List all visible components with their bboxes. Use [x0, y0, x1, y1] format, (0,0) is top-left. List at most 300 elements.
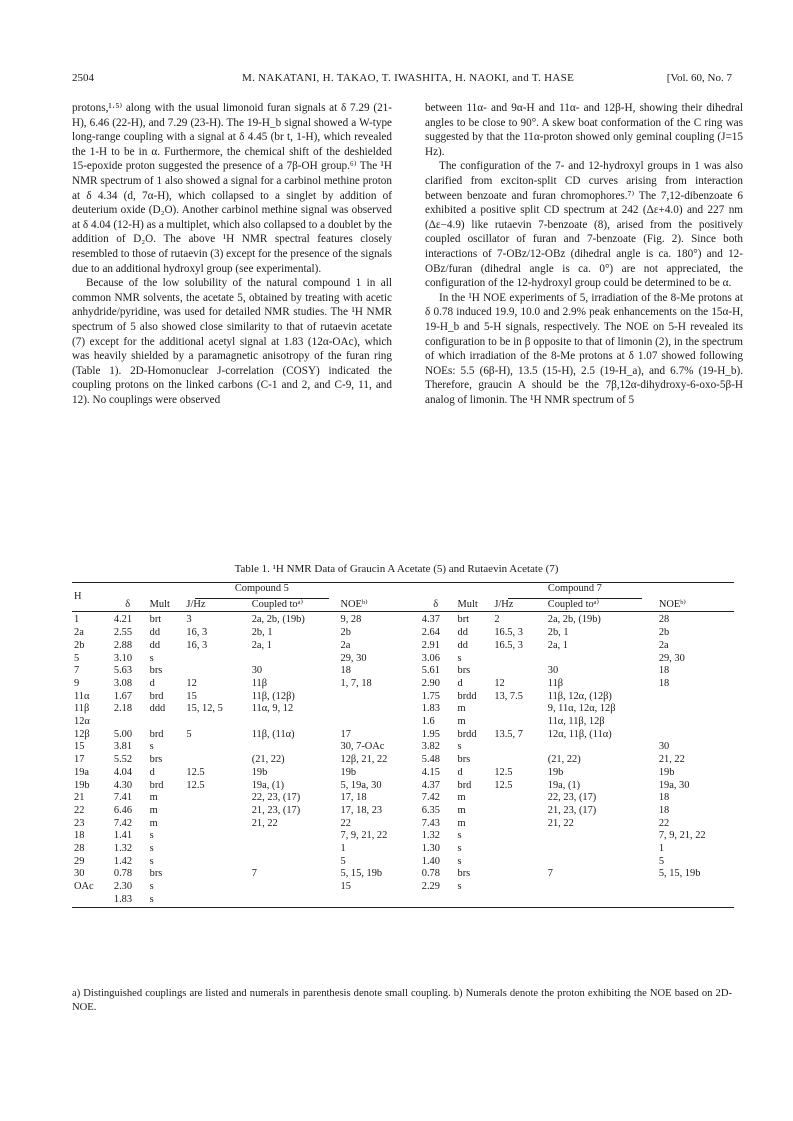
table-cell: 1 [658, 843, 665, 855]
table-cell: 18 [74, 830, 85, 842]
table-cell: 1.67 [113, 690, 133, 702]
table-cell: 4.30 [113, 779, 133, 791]
table-cell: s [457, 652, 462, 664]
table-cell: 11α [74, 690, 90, 702]
table-cell: 11β [547, 677, 564, 689]
table-cell [492, 843, 541, 856]
table-cell: dd [149, 639, 161, 651]
table-cell [542, 830, 657, 843]
table-cell: 30, 7-OAc [340, 741, 385, 753]
table-cell: brd [149, 779, 164, 791]
table-cell [492, 792, 541, 805]
table-cell: 22 [658, 817, 670, 829]
table-cell: 2.64 [421, 627, 440, 639]
table-cell: 19a, 30 [658, 779, 690, 791]
table-row [72, 754, 734, 767]
table-cell: 16, 3 [186, 627, 208, 639]
table-cell [542, 741, 657, 754]
table-cell [657, 894, 734, 907]
table-cell: 16.5, 3 [494, 627, 523, 639]
table-row [72, 678, 734, 691]
table-cell: 2.30 [113, 881, 133, 893]
table-cell: 2a, 2b, (19b) [547, 614, 601, 626]
table-row [72, 843, 734, 856]
column-header: δ [416, 599, 456, 612]
table-cell: m [457, 804, 466, 816]
table-cell: 13.5, 7 [494, 728, 523, 740]
table-cell: 21, 22 [547, 817, 574, 829]
table-cell: s [149, 855, 154, 867]
table-cell: (21, 22) [547, 754, 581, 766]
table-cell [246, 894, 339, 907]
table-cell: dd [457, 627, 468, 639]
table-cell: 2.18 [113, 703, 133, 715]
table-cell: 3.81 [113, 741, 133, 753]
table-cell [184, 665, 245, 678]
nmr-data-table [72, 582, 734, 908]
table-cell: 22, 23, (17) [251, 792, 301, 804]
table-cell [339, 894, 416, 907]
table-cell: brt [149, 614, 162, 626]
column-header: Coupled toᵃ⁾ [246, 599, 339, 612]
table-cell [542, 881, 657, 894]
table-cell: s [457, 741, 462, 753]
table-cell: 3.06 [421, 652, 440, 664]
table-cell [492, 716, 541, 729]
table-cell [492, 665, 541, 678]
table-cell: 29 [74, 855, 85, 867]
table-cell: s [457, 881, 462, 893]
table-cell: 30 [547, 665, 559, 677]
table-row [72, 780, 734, 793]
table-cell: 16, 3 [186, 639, 208, 651]
table-cell: 1.75 [421, 690, 440, 702]
table-footnote: a) Distinguished couplings are listed and numerals in parenthesis denote small coupling. b) Numerals denote the proton exhibiting the NOE based on 2D-NOE. [72, 988, 732, 1013]
table-cell: m [149, 817, 158, 829]
table-cell: m [457, 817, 466, 829]
column-header: NOEᵇ⁾ [657, 599, 734, 612]
table-cell: 3.82 [421, 741, 440, 753]
table-cell: 21 [74, 792, 85, 804]
table-cell: d [457, 766, 463, 778]
table-cell [148, 716, 185, 729]
table-cell: brs [457, 868, 471, 880]
paragraph: between 11α- and 9α-H and 11α- and 12β-H, showing their dihedral angles to be close to 90°. A skew boat conformation of the C ring was suggested by that the 11α-proton showed only geminal coupling (J=15 Hz). [425, 102, 743, 158]
table-cell: 19b [74, 779, 90, 791]
table-cell: 18 [658, 792, 670, 804]
table-cell [492, 754, 541, 767]
row-header-label: H [72, 583, 108, 612]
table-cell: 21, 22 [658, 754, 685, 766]
table-cell: brd [149, 728, 164, 740]
table-cell: 1.83 [108, 894, 148, 907]
table-cell [246, 653, 339, 666]
table-cell: 2a, 1 [251, 639, 272, 651]
table-cell: 12β, 21, 22 [340, 754, 388, 766]
table-cell [184, 843, 245, 856]
column-header: Coupled toᵃ⁾ [542, 599, 657, 612]
paragraph: Because of the low solubility of the natural compound 1 in all common NMR solvents, the acetate 5, obtained by treating with acetic anhydride/pyridine, was used for detailed NMR studies. The ¹H NMR spectrum of 5 also showed close similarity to that of rutaevin acetate (7) except for the additional acetyl signal at 1.83 (12α-OAc), which was heavily shielded by a paramagnetic anisotropy of the furan ring (Table 1). 2D-Homonuclear J-correlation (COSY) indicated the coupling protons on the linked carbons (C-1 and 2, and C-9, 11, and 12). No couplings were observed [72, 277, 392, 406]
journal-volume: [Vol. 60, No. 7 [666, 72, 732, 84]
table-cell: 30 [251, 665, 263, 677]
table-cell [184, 754, 245, 767]
table-cell: 6.46 [113, 804, 133, 816]
table-cell: 11β [251, 677, 268, 689]
table-body [72, 612, 734, 907]
table-cell: 2.55 [113, 627, 133, 639]
table-row [72, 691, 734, 704]
table-cell: brs [149, 754, 163, 766]
paragraph: In the ¹H NOE experiments of 5, irradiation of the 8-Me protons at δ 0.78 induced 19.9, 10.0 and 2.9% peak enhancements on the 15α-H, 19-H_b and 5-H signals, respectively. The NOE on 5-H revealed its configuration to be in β opposite to that of limonin (2), in the spectrum of which irradiation of the 8-Me protons at δ 1.07 showed following NOEs: 5.5 (6β-H), 13.5 (15-H), 2.5 (19-H_a), and 6.7% (19-H_b). Therefore, graucin A should be the 7β,12α-dihydroxy-6-oxo-5β-H analog of limonin. The ¹H NMR spectrum of 5 [425, 291, 743, 406]
table-cell: brd [149, 690, 164, 702]
table-cell: 11β, (11α) [251, 728, 295, 740]
table-cell [492, 805, 541, 818]
table-cell: 17 [340, 728, 351, 740]
table-cell: 16.5, 3 [494, 639, 523, 651]
table-cell [108, 716, 148, 729]
table-cell [657, 881, 734, 894]
table-cell [184, 894, 245, 907]
table-cell: 13, 7.5 [494, 690, 523, 702]
table-cell: 5, 15, 19b [340, 868, 383, 880]
table-cell: s [149, 881, 154, 893]
column-header: J/Hz [492, 599, 541, 612]
table-cell [492, 703, 541, 716]
table-cell [184, 830, 245, 843]
table-cell [492, 830, 541, 843]
table-cell [339, 691, 416, 704]
table-cell: 21, 23, (17) [547, 804, 597, 816]
table-cell: 21, 23, (17) [251, 804, 301, 816]
table-cell: 17, 18 [340, 792, 367, 804]
table-cell [492, 856, 541, 869]
table-cell: OAc [74, 881, 94, 893]
table-cell: 5.63 [113, 665, 133, 677]
table-cell [184, 792, 245, 805]
table-cell: 19b [658, 766, 675, 778]
table-cell: 5.48 [421, 754, 440, 766]
table-cell [184, 818, 245, 831]
table-cell: 1, 7, 18 [340, 677, 372, 689]
paragraph: protons,¹·⁵⁾ along with the usual limonoid furan signals at δ 7.29 (21-H), 6.46 (22-H), and 7.29 (23-H). The 19-H_b signal showed a W-type long-range coupling with a signal at δ 4.45 (br t, 1-H), which revealed the 1-H to be in α. Furthermore, the chemical shift of the deshielded 15-epoxide proton suggested the presence of a 7β-OH group.⁶⁾ The ¹H NMR spectrum of 1 also showed a signal for a carbinol methine proton at δ 4.34 (d, 7α-H), which collapsed to a singlet by addition of deuterium oxide (D₂O). Another carbinol methine signal was observed at δ 4.04 (12-H) as a multiplet, which also collapsed to a doublet by the addition of D₂O. The above ¹H NMR spectral features closely resembled to those of rutaevin (3) except for the presence of the signals due to an additional hydroxyl group (see experimental). [72, 102, 392, 275]
table-cell: 12α [74, 716, 90, 728]
table-row [72, 830, 734, 843]
table-cell: 12α, 11β, (11α) [547, 728, 612, 740]
table-cell: 11α, 11β, 12β [547, 716, 605, 728]
table-cell: 2b [74, 639, 85, 651]
table-cell: 2a, 2b, (19b) [251, 614, 305, 626]
table-cell: brs [457, 665, 471, 677]
table-column-header-row [72, 599, 734, 612]
table-cell [657, 691, 734, 704]
table-group-header-row [72, 583, 734, 599]
table-cell: 11β, 12α, (12β) [547, 690, 612, 702]
table-cell: 5 [74, 652, 80, 664]
table-cell: 5.61 [421, 665, 440, 677]
table-cell [492, 894, 541, 907]
table-cell: 9 [74, 677, 80, 689]
table-cell: 4.37 [421, 614, 440, 626]
table-cell: 7 [547, 868, 553, 880]
table-cell [246, 830, 339, 843]
table-row [72, 741, 734, 754]
table-row [72, 627, 734, 640]
table-cell: 5.00 [113, 728, 133, 740]
table-cell: 1.41 [113, 830, 133, 842]
table-cell: 2.29 [421, 881, 440, 893]
table-cell: 15 [186, 690, 197, 702]
table-cell: 11α, 9, 12 [251, 703, 294, 715]
table-cell: 5.52 [113, 754, 133, 766]
table-cell [184, 805, 245, 818]
table-row [72, 894, 734, 907]
table-cell: 5 [186, 728, 192, 740]
table-row [72, 881, 734, 894]
group-header-label: Compound 5 [195, 583, 329, 599]
table-cell [184, 653, 245, 666]
table-cell: brt [457, 614, 470, 626]
table-cell: 29, 30 [658, 652, 685, 664]
table-cell [657, 716, 734, 729]
table-cell: 4.37 [421, 779, 440, 791]
table-cell: 22, 23, (17) [547, 792, 597, 804]
table-cell: 5, 15, 19b [658, 868, 701, 880]
table-cell: 7.43 [421, 817, 440, 829]
table-cell [492, 881, 541, 894]
table-cell: brs [457, 754, 471, 766]
table-cell: 2a [74, 627, 84, 639]
table-cell: 3.08 [113, 677, 133, 689]
table-row [72, 792, 734, 805]
table-row [72, 703, 734, 716]
table-cell [416, 894, 456, 907]
table-cell: m [457, 792, 466, 804]
table-cell [542, 843, 657, 856]
table-cell: 0.78 [421, 868, 440, 880]
table-cell: 2b [340, 627, 351, 639]
table-cell [492, 868, 541, 881]
table-cell: 1.42 [113, 855, 133, 867]
table-row [72, 665, 734, 678]
table-cell: 1.83 [421, 703, 440, 715]
table-cell: 7 [251, 868, 257, 880]
table-cell: m [457, 703, 466, 715]
group-header-compound-5 [108, 583, 416, 599]
table-cell: 28 [658, 614, 670, 626]
table-cell: m [457, 716, 466, 728]
table-cell [72, 894, 108, 907]
table-cell: 12.5 [186, 766, 205, 778]
table-cell: 1.30 [421, 843, 440, 855]
table-cell: 2a [340, 639, 351, 651]
table-cell: (21, 22) [251, 754, 285, 766]
table-cell [542, 856, 657, 869]
table-cell: s [148, 894, 185, 907]
table-cell: m [149, 792, 158, 804]
table-cell: 28 [74, 843, 85, 855]
page-number: 2504 [72, 72, 94, 84]
table-cell: 2.90 [421, 677, 440, 689]
table-cell: dd [457, 639, 468, 651]
table-cell: 19b [547, 766, 564, 778]
table-cell: 30 [74, 868, 85, 880]
paragraph: The configuration of the 7- and 12-hydroxyl groups in 1 was also clarified from exciton-split CD curves arising from interaction between benzoate and furan chromophores.⁷⁾ The 7,12-dibenzoate 6 exhibited a positive split CD spectrum at 242 (Δε+4.0) and 227 nm (Δε−4.9) like rutaevin 7-benzoate (8), arised from the positively coupled oscillator of furan and 7-benzoate (Fig. 2). Since both interactions of 7-OBz/12-OBz (dihedral angle is ca. 180°) and 12-OBz/furan (dihedral angle is ca. 0°) are not appreciated, the configuration of the 12-hydroxyl group could be determined to be α. [425, 160, 743, 290]
table-cell: m [149, 804, 158, 816]
table-cell: 7.41 [113, 792, 133, 804]
table-cell: 2b [658, 627, 670, 639]
table-cell: 22 [340, 817, 351, 829]
table-cell: 1.6 [421, 716, 435, 728]
table-cell: 4.21 [113, 614, 133, 626]
table-cell: 12.5 [186, 779, 205, 791]
table-cell: 1.32 [113, 843, 133, 855]
table-cell: brs [149, 868, 163, 880]
table-cell: s [457, 855, 462, 867]
group-header-label: Compound 7 [508, 583, 642, 599]
table-cell: brd [457, 779, 472, 791]
table-cell: 6.35 [421, 804, 440, 816]
table-cell: 12β [74, 728, 90, 740]
table-cell: 19a, (1) [547, 779, 581, 791]
table-row [72, 856, 734, 869]
table-cell: 12 [186, 677, 197, 689]
table-cell: 12 [494, 677, 505, 689]
table-cell: 18 [340, 665, 351, 677]
table-cell: 15 [74, 741, 85, 753]
table-cell [184, 881, 245, 894]
table-row [72, 805, 734, 818]
table-cell: d [457, 677, 463, 689]
column-header: Mult [456, 599, 493, 612]
table-cell: ddd [149, 703, 166, 715]
table-cell [246, 843, 339, 856]
table-cell: 5, 19a, 30 [340, 779, 382, 791]
table-cell: s [457, 843, 462, 855]
table-cell [456, 894, 493, 907]
table-cell: 21, 22 [251, 817, 278, 829]
column-header: NOEᵇ⁾ [339, 599, 416, 612]
table-cell: d [149, 766, 155, 778]
column-header: δ [108, 599, 148, 612]
table-cell: 2a [658, 639, 669, 651]
table-cell: s [149, 652, 154, 664]
table-row [72, 818, 734, 831]
table-cell [184, 716, 245, 729]
table-cell: 7, 9, 21, 22 [340, 830, 388, 842]
table-cell [246, 856, 339, 869]
table-cell: 19b [251, 766, 268, 778]
table-cell: 7 [74, 665, 80, 677]
table-cell: 3 [186, 614, 192, 626]
table-row [72, 716, 734, 729]
table-cell: 12.5 [494, 779, 513, 791]
table-cell [339, 716, 416, 729]
table-cell: s [457, 830, 462, 842]
table-cell: 2a, 1 [547, 639, 568, 651]
table-cell: 4.15 [421, 766, 440, 778]
table-cell: 2b, 1 [251, 627, 273, 639]
table-cell: 15, 12, 5 [186, 703, 223, 715]
table-cell: brdd [457, 690, 477, 702]
table-cell: 17, 18, 23 [340, 804, 383, 816]
table-cell [542, 894, 657, 907]
table-cell: 5 [658, 855, 665, 867]
table-cell: 1.40 [421, 855, 440, 867]
table-cell: 2b, 1 [547, 627, 569, 639]
table-cell: 7.42 [421, 792, 440, 804]
table-cell: 18 [658, 677, 670, 689]
table-cell: 15 [340, 881, 351, 893]
table-row [72, 767, 734, 780]
table-row [72, 612, 734, 627]
table-cell: 11β [74, 703, 90, 715]
table-cell: 19a [74, 766, 90, 778]
table-cell [339, 703, 416, 716]
table-row [72, 729, 734, 742]
table-cell: 30 [658, 741, 670, 753]
running-header [72, 72, 732, 88]
column-header: Mult [148, 599, 185, 612]
table-cell: d [149, 677, 155, 689]
table-cell [246, 716, 339, 729]
table-cell: brs [149, 665, 163, 677]
table-cell: 18 [658, 804, 670, 816]
table-cell: 0.78 [113, 868, 133, 880]
table-row [72, 653, 734, 666]
table-cell [492, 741, 541, 754]
table-cell: dd [149, 627, 161, 639]
table-cell: s [149, 741, 154, 753]
table-cell [246, 881, 339, 894]
table-cell [542, 653, 657, 666]
table-cell: 1.95 [421, 728, 440, 740]
table-cell [657, 703, 734, 716]
table-row [72, 640, 734, 653]
table-cell: 1 [340, 843, 346, 855]
left-column [72, 101, 392, 407]
table-cell: 7.42 [113, 817, 133, 829]
table-cell: 2 [494, 614, 500, 626]
table-cell [657, 729, 734, 742]
table-caption: Table 1. ¹H NMR Data of Graucin A Acetate (5) and Rutaevin Acetate (7) [234, 563, 559, 575]
table-cell: 22 [74, 804, 85, 816]
table-cell: 12.5 [494, 766, 513, 778]
running-authors: M. NAKATANI, H. TAKAO, T. IWASHITA, H. NAOKI, and T. HASE [242, 72, 575, 84]
table-cell [492, 818, 541, 831]
table-cell: 2.88 [113, 639, 133, 651]
table-cell: 18 [658, 665, 670, 677]
table-cell [184, 856, 245, 869]
table-cell: 17 [74, 754, 85, 766]
table-cell: 29, 30 [340, 652, 367, 664]
table-cell [184, 868, 245, 881]
right-column [425, 101, 743, 407]
table-cell [492, 653, 541, 666]
table-cell: 1.32 [421, 830, 440, 842]
column-header: J/Hz [184, 599, 245, 612]
table-cell [184, 741, 245, 754]
table-cell: 9, 28 [340, 614, 362, 626]
table-cell: 23 [74, 817, 85, 829]
group-header-compound-7 [416, 583, 734, 599]
table-cell: 2.91 [421, 639, 440, 651]
table-cell: s [149, 843, 154, 855]
table-cell [246, 741, 339, 754]
table-cell: 9, 11α, 12α, 12β [547, 703, 616, 715]
table-cell: 19a, (1) [251, 779, 285, 791]
table-cell: s [149, 830, 154, 842]
table-cell: 1 [74, 614, 80, 626]
